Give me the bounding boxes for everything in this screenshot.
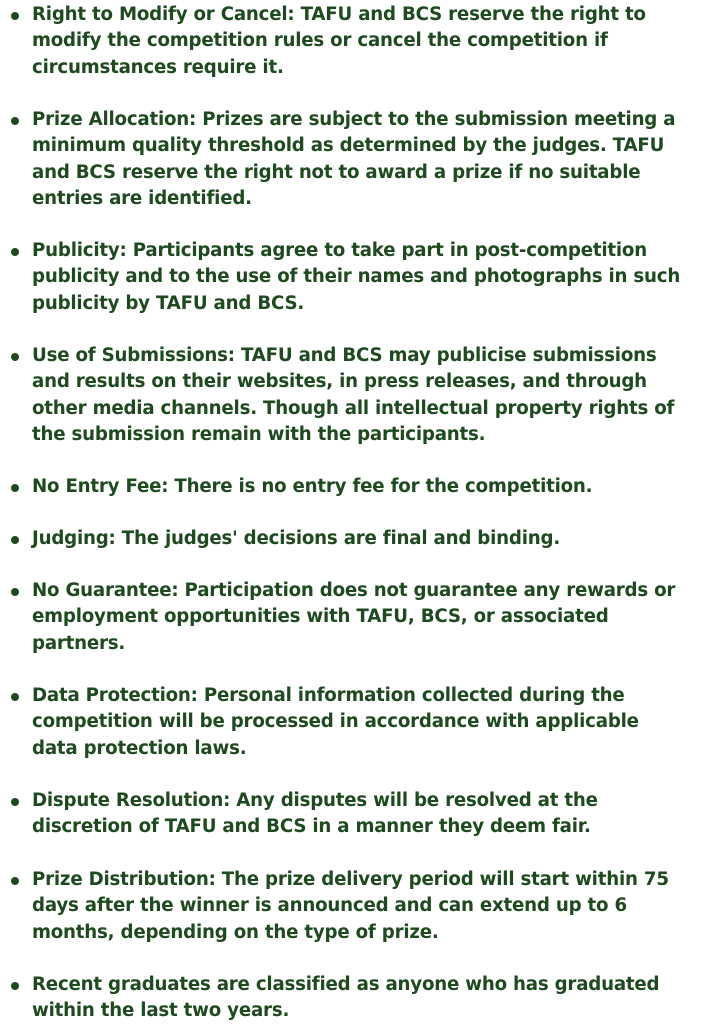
bullet-icon: [11, 248, 19, 256]
bullet-icon: [11, 588, 19, 596]
rule-text: No Guarantee: Participation does not guarantee any rewards or employment opportunities with TAFU, BCS, or associated partners.: [32, 580, 676, 654]
rule-text: Recent graduates are classified as anyone who has graduated within the last two years.: [32, 974, 660, 1022]
bullet-icon: [11, 484, 19, 492]
rule-text: Data Protection: Personal information collected during the competition will be processed in accordance with applicable data protection laws.: [32, 685, 639, 759]
rule-text: Prize Distribution: The prize delivery period will start within 75 days after the winner is announced and can extend up to 6 months, depending on the type of prize.: [32, 869, 669, 943]
rule-text: Dispute Resolution: Any disputes will be resolved at the discretion of TAFU and BCS in a manner they deem fair.: [32, 790, 598, 838]
rule-text: Prize Allocation: Prizes are subject to the submission meeting a minimum quality threshold as determined by the judges. TAFU and BCS reserve the right not to award a prize if no suitable entries are identified.: [32, 109, 676, 209]
rule-text: Right to Modify or Cancel: TAFU and BCS reserve the right to modify the competition rules or cancel the competition if circumstances require it.: [32, 4, 646, 78]
rule-text: Use of Submissions: TAFU and BCS may publicise submissions and results on their websites, in press releases, and through other media channels. Though all intellectual property rights of the submission remain with the participants.: [32, 345, 675, 445]
bullet-icon: [11, 353, 19, 361]
bullet-icon: [11, 982, 19, 990]
bullet-icon: [11, 877, 19, 885]
bullet-icon: [11, 536, 19, 544]
bullet-icon: [11, 12, 19, 20]
bullet-icon: [11, 117, 19, 125]
bullet-icon: [11, 693, 19, 701]
rule-text: Publicity: Participants agree to take part in post-competition publicity and to the use of their names and photographs in such publicity by TAFU and BCS.: [32, 240, 681, 314]
bullet-icon: [11, 798, 19, 806]
rule-text: No Entry Fee: There is no entry fee for the competition.: [32, 476, 593, 497]
rule-text: Judging: The judges' decisions are final and binding.: [32, 528, 561, 549]
